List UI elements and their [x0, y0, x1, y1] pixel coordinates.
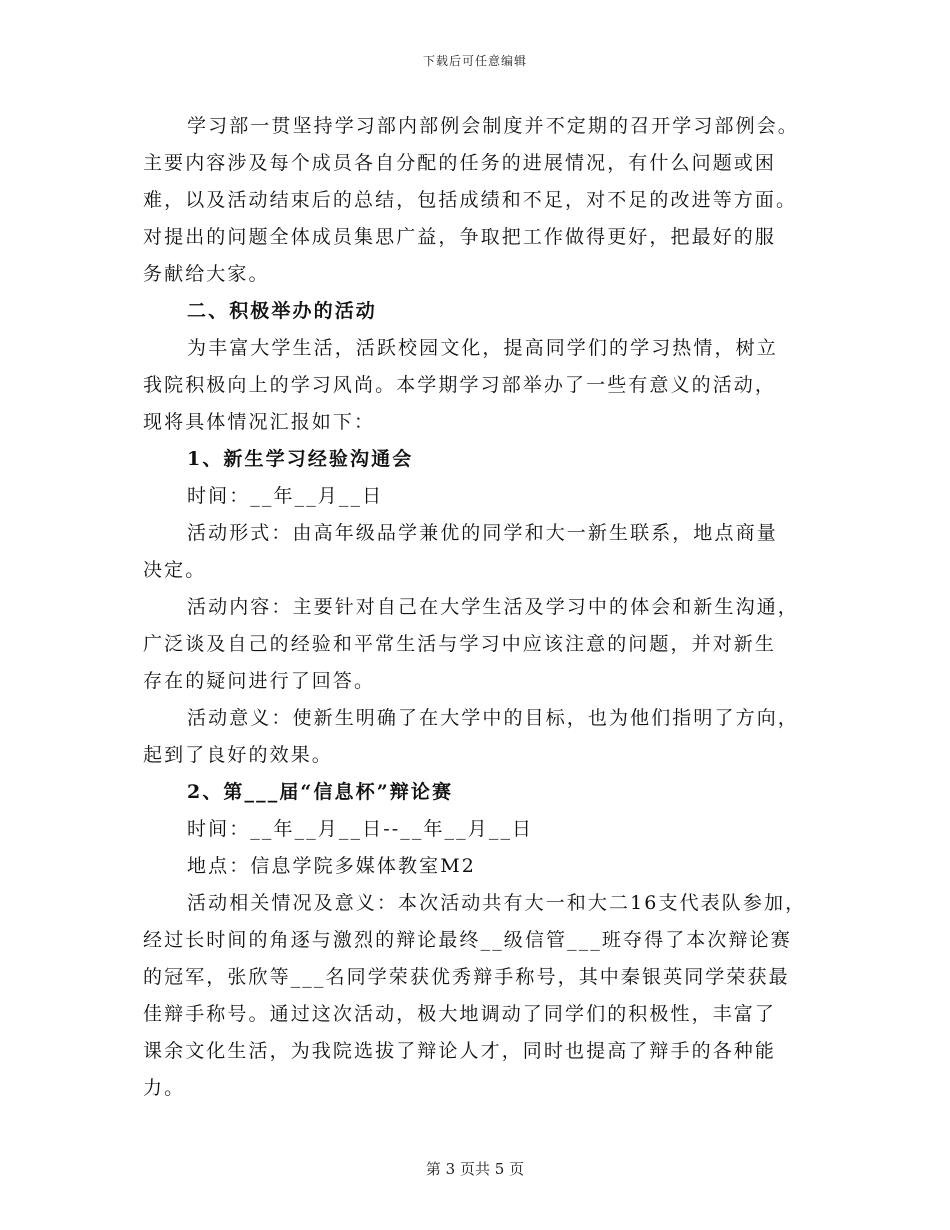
paragraph-line: 难，以及活动结束后的总结，包括成绩和不足，对不足的改进等方面。 [143, 189, 798, 211]
paragraph-line: 我院积极向上的学习风尚。本学期学习部举办了一些有意义的活动， [143, 374, 777, 396]
paragraph-line: 起到了良好的效果。 [143, 744, 333, 766]
paragraph-line: 经过长时间的角逐与激烈的辩论最终__级信管___班夺得了本次辩论赛 [143, 929, 792, 951]
paragraph-line: 存在的疑问进行了回答。 [143, 670, 376, 692]
subsection-heading: 1、新生学习经验沟通会 [187, 448, 414, 470]
paragraph-line: 的冠军，张欣等___名同学荣获优秀辩手称号，其中秦银英同学荣获最 [143, 966, 790, 988]
paragraph-line: 现将具体情况汇报如下： [143, 411, 376, 433]
paragraph-line: 为丰富大学生活，活跃校园文化，提高同学们的学习热情，树立 [187, 337, 778, 359]
paragraph-line: 广泛谈及自己的经验和平常生活与学习中应该注意的问题，并对新生 [143, 633, 777, 655]
paragraph-line: 活动内容：主要针对自己在大学生活及学习中的体会和新生沟通， [187, 596, 799, 618]
paragraph-line: 主要内容涉及每个成员各自分配的任务的进展情况，有什么问题或困 [143, 152, 777, 174]
paragraph-line: 对提出的问题全体成员集思广益，争取把工作做得更好，把最好的服 [143, 226, 777, 248]
paragraph-line: 时间：__年__月__日 [187, 485, 384, 507]
section-heading: 二、积极举办的活动 [187, 300, 377, 322]
page-header-note: 下载后可任意编辑 [422, 54, 527, 68]
paragraph-line: 佳辩手称号。通过这次活动，极大地调动了同学们的积极性，丰富了 [143, 1003, 777, 1025]
paragraph-line: 地点：信息学院多媒体教室M2 [187, 855, 476, 877]
paragraph-line: 学习部一贯坚持学习部内部例会制度并不定期的召开学习部例会。 [187, 115, 799, 137]
subsection-heading: 2、第___届“信息杯”辩论赛 [187, 781, 454, 803]
page-number: 第 3 页共 5 页 [425, 1160, 525, 1178]
paragraph-line: 务献给大家。 [143, 263, 270, 285]
paragraph-line: 活动相关情况及意义：本次活动共有大一和大二16支代表队参加， [187, 892, 807, 914]
paragraph-line: 力。 [143, 1077, 186, 1099]
paragraph-line: 决定。 [143, 559, 207, 581]
paragraph-line: 时间：__年__月__日--__年__月__日 [187, 818, 534, 840]
paragraph-line: 活动形式：由高年级品学兼优的同学和大一新生联系，地点商量 [187, 522, 778, 544]
paragraph-line: 课余文化生活，为我院选拔了辩论人才，同时也提高了辩手的各种能 [143, 1040, 777, 1062]
paragraph-line: 活动意义：使新生明确了在大学中的目标，也为他们指明了方向， [187, 707, 799, 729]
